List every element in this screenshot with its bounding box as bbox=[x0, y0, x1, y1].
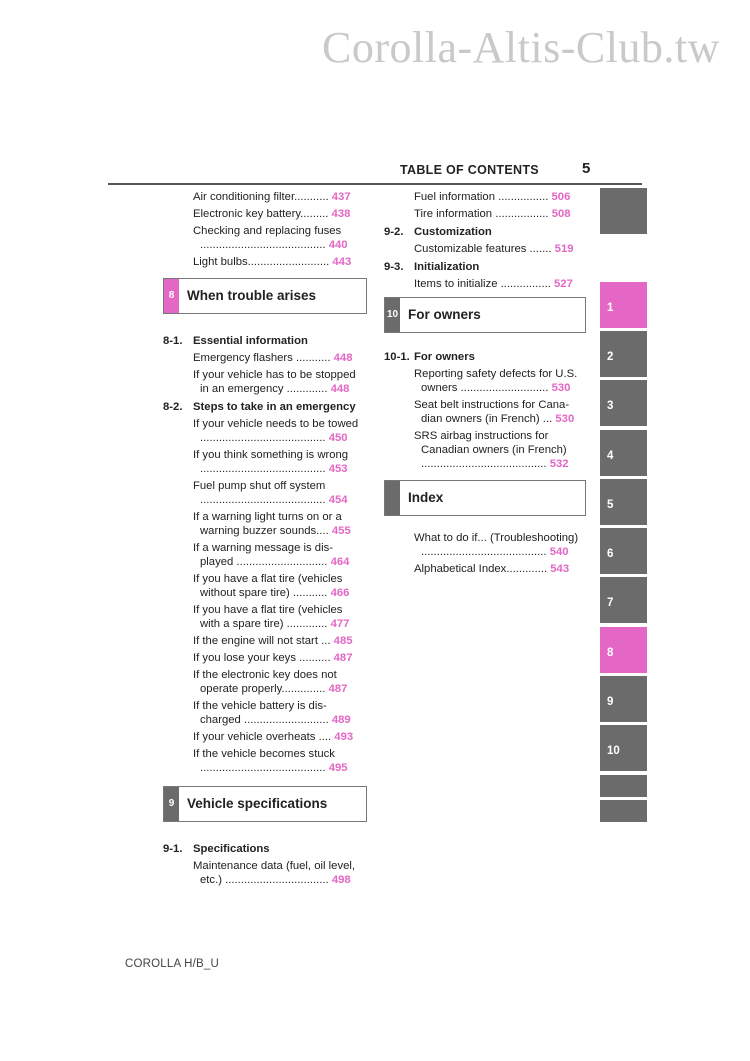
chapter-10-heading[interactable] bbox=[384, 297, 586, 333]
side-tab-blank-lowest[interactable] bbox=[600, 800, 647, 822]
toc-entry[interactable]: Customizable features ....... 519 bbox=[414, 243, 574, 255]
toc-entry[interactable]: If you have a flat tire (vehicles without spare tire) ........... 466 bbox=[193, 573, 350, 599]
section-heading: 9-3. Initialization bbox=[384, 261, 480, 273]
toc-entry[interactable]: Electronic key battery......... 438 bbox=[193, 208, 351, 220]
toc-entry[interactable]: SRS airbag instructions for Canadian owners (in French) ........................................ 532 bbox=[414, 430, 569, 470]
toc-entry[interactable]: Reporting safety defects for U.S. owners ............................ 530 bbox=[414, 368, 578, 394]
toc-entry[interactable]: Emergency flashers ........... 448 bbox=[193, 352, 353, 364]
header-rule bbox=[108, 183, 642, 185]
toc-entry[interactable]: If your vehicle has to be stopped in an emergency ............. 448 bbox=[193, 369, 356, 395]
toc-entry[interactable]: Maintenance data (fuel, oil level, etc.) ................................. 498 bbox=[193, 860, 356, 886]
index-heading[interactable] bbox=[384, 480, 586, 516]
section-heading: 9-2. Customization bbox=[384, 226, 492, 238]
side-tab-2[interactable]: 2 bbox=[600, 331, 647, 377]
side-tab-3[interactable]: 3 bbox=[600, 380, 647, 426]
toc-entry[interactable]: If you lose your keys .......... 487 bbox=[193, 652, 353, 664]
side-tab-6[interactable]: 6 bbox=[600, 528, 647, 574]
toc-entry[interactable]: If the electronic key does not operate properly.............. 487 bbox=[193, 669, 348, 695]
toc-entry[interactable]: If your vehicle needs to be towed ........................................ 450 bbox=[193, 418, 359, 444]
chapter-title: Index bbox=[408, 490, 444, 505]
toc-entry[interactable]: Light bulbs.......................... 443 bbox=[193, 256, 352, 268]
toc-entry[interactable]: Checking and replacing fuses ........................................ 440 bbox=[193, 225, 348, 251]
chapter-title: When trouble arises bbox=[187, 288, 317, 303]
chapter-tab-number: 9 bbox=[164, 787, 179, 821]
chapter-tab-number: 8 bbox=[164, 279, 179, 313]
chapter-title: For owners bbox=[408, 307, 481, 322]
footer-model-code: COROLLA H/B_U bbox=[125, 958, 219, 970]
side-tab-8[interactable]: 8 bbox=[600, 627, 647, 673]
chapter-tab-marker bbox=[385, 481, 400, 515]
toc-list bbox=[163, 190, 368, 269]
side-tab-7[interactable]: 7 bbox=[600, 577, 647, 623]
chapter-8-heading[interactable] bbox=[163, 278, 367, 314]
toc-entry[interactable]: Seat belt instructions for Cana- dian owners (in French) ... 530 bbox=[414, 399, 575, 425]
side-tab-blank-lower[interactable] bbox=[600, 775, 647, 797]
toc-entry[interactable]: If a warning message is dis- played ............................. 464 bbox=[193, 542, 350, 568]
side-tab-9[interactable]: 9 bbox=[600, 676, 647, 722]
chapter-title: Vehicle specifications bbox=[187, 796, 328, 811]
toc-entry[interactable]: If a warning light turns on or a warning buzzer sounds.... 455 bbox=[193, 511, 351, 537]
side-tab-blank[interactable] bbox=[600, 188, 647, 234]
chapter-tab-number: 10 bbox=[385, 298, 400, 332]
toc-entry[interactable]: If the vehicle battery is dis- charged ........................... 489 bbox=[193, 700, 351, 726]
chapter-9-heading[interactable] bbox=[163, 786, 367, 822]
page-number: 5 bbox=[582, 160, 591, 177]
side-tab-5[interactable]: 5 bbox=[600, 479, 647, 525]
side-tab-4[interactable]: 4 bbox=[600, 430, 647, 476]
toc-entry[interactable]: Tire information ................. 508 bbox=[414, 208, 571, 220]
section-heading: 8-2. Steps to take in an emergency bbox=[163, 401, 356, 413]
section-heading: 9-1. Specifications bbox=[163, 843, 270, 855]
toc-entry[interactable]: Fuel information ................ 506 bbox=[414, 191, 571, 203]
toc-entry[interactable]: If your vehicle overheats .... 493 bbox=[193, 731, 354, 743]
toc-entry[interactable]: Items to initialize ................ 527 bbox=[414, 278, 573, 290]
side-tab-10[interactable]: 10 bbox=[600, 725, 647, 771]
toc-entry[interactable]: If you think something is wrong ........................................ 453 bbox=[193, 449, 349, 475]
toc-entry[interactable]: If you have a flat tire (vehicles with a spare tire) ............. 477 bbox=[193, 604, 350, 630]
section-heading: 8-1. Essential information bbox=[163, 335, 308, 347]
toc-entry[interactable]: Air conditioning filter........... 437 bbox=[193, 191, 351, 203]
watermark: Corolla-Altis-Club.tw bbox=[322, 23, 720, 72]
toc-entry[interactable]: If the engine will not start ... 485 bbox=[193, 635, 353, 647]
toc-entry[interactable]: Fuel pump shut off system ........................................ 454 bbox=[193, 480, 348, 506]
toc-entry[interactable]: Alphabetical Index............. 543 bbox=[414, 563, 570, 575]
section-heading: 10-1. For owners bbox=[384, 351, 475, 363]
toc-left-column bbox=[163, 190, 368, 890]
toc-right-column bbox=[384, 190, 586, 579]
toc-entry[interactable]: If the vehicle becomes stuck ........................................ 495 bbox=[193, 748, 348, 774]
side-tab-1[interactable]: 1 bbox=[600, 282, 647, 328]
toc-entry[interactable]: What to do if... (Troubleshooting) ........................................ 540 bbox=[414, 532, 579, 558]
page-header-title: TABLE OF CONTENTS bbox=[400, 163, 539, 177]
